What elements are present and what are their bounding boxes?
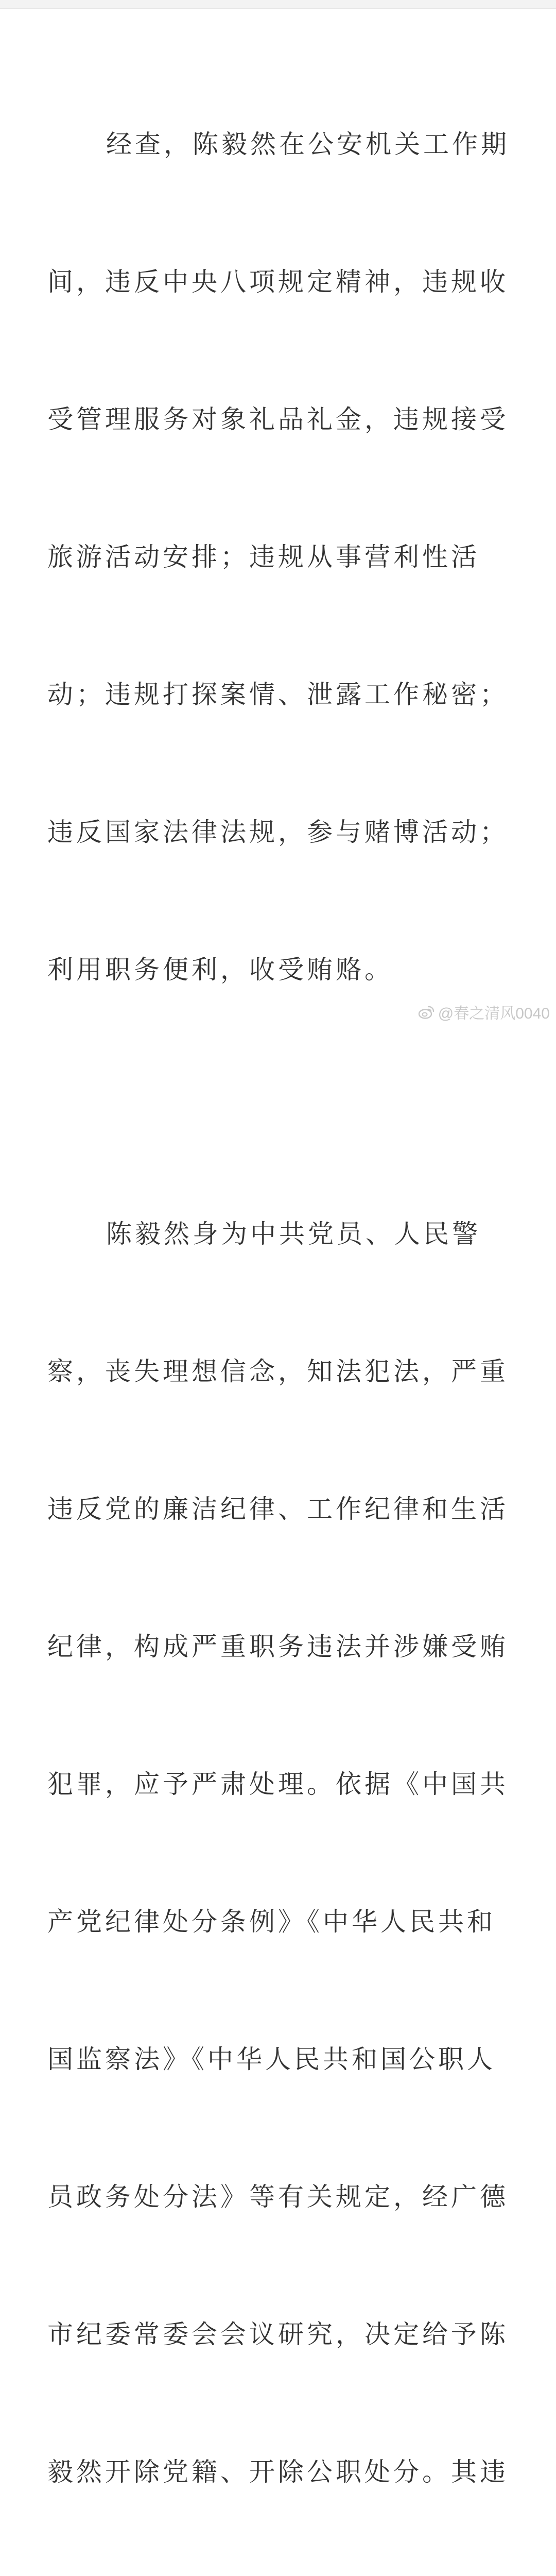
paragraph-investigation (47, 30, 511, 1084)
text-line: 市纪委常委会会议研究，决定给予陈 (47, 2319, 509, 2349)
text-line: 纪律，构成严重职务违法并涉嫌受贿 (47, 1632, 509, 1662)
text-line: 利用职务便利，收受贿赂。 (47, 955, 393, 985)
top-divider (0, 0, 556, 9)
text-line: 毅然开除党籍、开除公职处分。其违 (47, 2457, 509, 2487)
text-line: 国监察法》《中华人民共和国公职人 (47, 2044, 496, 2074)
text-line: 受管理服务对象礼品礼金，违规接受 (47, 404, 509, 434)
text-line: 间，违反中央八项规定精神，违规收 (47, 267, 509, 297)
paragraph-decision (47, 1120, 511, 2576)
text-line: 动；违规打探案情、泄露工作秘密； (47, 680, 509, 709)
text-line: 违反党的廉洁纪律、工作纪律和生活 (47, 1494, 509, 1524)
text-line: 旅游活动安排；违规从事营利性活 (47, 542, 480, 572)
weibo-watermark (418, 1001, 550, 1023)
weibo-icon (418, 1004, 435, 1020)
text-line: 陈毅然身为中共党员、人民警 (106, 1219, 481, 1249)
watermark-handle: @春之清风0040 (438, 1005, 550, 1022)
text-line: 察，丧失理想信念，知法犯法，严重 (47, 1357, 509, 1386)
text-line: 违反国家法律法规，参与赌博活动； (47, 817, 509, 847)
text-line: 经查，陈毅然在公安机关工作期 (106, 129, 510, 159)
text-line: 犯罪，应予严肃处理。依据《中国共 (47, 1769, 509, 1799)
article-body (47, 30, 511, 2576)
text-line: 员政务处分法》等有关规定，经广德 (47, 2182, 509, 2212)
text-line: 产党纪律处分条例》《中华人民共和 (47, 1907, 496, 1937)
